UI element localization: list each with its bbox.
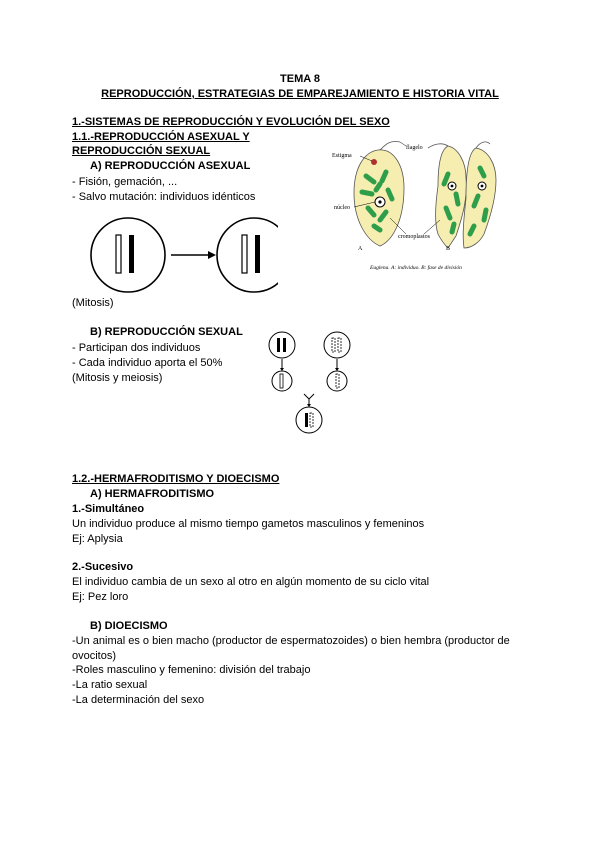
- simultaneo-example: Ej: Aplysia: [72, 533, 123, 545]
- sucesivo-title: 2.-Sucesivo: [72, 561, 134, 573]
- chromosome-outline: [242, 235, 247, 273]
- dioecismo-item: -La determinación del sexo: [72, 694, 205, 706]
- meiosis-diagram: [262, 328, 362, 440]
- eyespot: [371, 159, 377, 165]
- asexual-item: - Salvo mutación: individuos idénticos: [72, 191, 256, 203]
- dioecismo-item: -La ratio sexual: [72, 679, 148, 691]
- asexual-heading: A) REPRODUCCIÓN ASEXUAL: [90, 160, 251, 172]
- parent-cell-1: [269, 332, 295, 358]
- sucesivo-text: El individuo cambia de un sexo al otro en algún momento de su ciclo vital: [72, 576, 430, 588]
- sexual-item: (Mitosis y meiosis): [72, 372, 163, 384]
- dioecismo-text-line2: ovocitos): [72, 650, 117, 662]
- asexual-item: - Fisión, gemación, ...: [72, 176, 178, 188]
- label-b: B: [446, 246, 451, 252]
- section1-heading: 1.-SISTEMAS DE REPRODUCCIÓN Y EVOLUCIÓN DEL SEXO: [72, 116, 390, 128]
- mitosis-diagram: [88, 215, 278, 295]
- label-cromoplastos: cromoplastos: [398, 234, 430, 240]
- parent-cell: [91, 218, 165, 292]
- label-flagelo: flagelo: [406, 145, 423, 151]
- tema-number: TEMA 8: [280, 73, 320, 85]
- dioecismo-item: -Roles masculino y femenino: división del trabajo: [72, 664, 311, 676]
- section12-heading: 1.2.-HERMAFRODITISMO Y DIOECISMO: [72, 473, 280, 485]
- mitosis-label: (Mitosis): [72, 297, 114, 309]
- dioecismo-heading: B) DIOECISMO: [90, 620, 168, 632]
- section11-heading-line2: REPRODUCCIÓN SEXUAL: [72, 145, 211, 157]
- chromosome-filled: [129, 235, 134, 273]
- section11-heading-line1: 1.1.-REPRODUCCIÓN ASEXUAL Y: [72, 131, 250, 143]
- arrow-head: [208, 251, 216, 259]
- sexual-heading: B) REPRODUCCIÓN SEXUAL: [90, 326, 243, 338]
- sucesivo-example: Ej: Pez loro: [72, 591, 129, 603]
- hermafroditismo-heading: A) HERMAFRODITISMO: [90, 488, 215, 500]
- euglena-figure: [330, 138, 515, 278]
- label-estigma: Estigma: [332, 153, 352, 159]
- sexual-item: - Participan dos individuos: [72, 342, 201, 354]
- dioecismo-text-line1: -Un animal es o bien macho (productor de espermatozoides) o bien hembra (productor de: [72, 635, 510, 647]
- chromosome-outline: [116, 235, 121, 273]
- label-nucleo: núcleo: [334, 205, 350, 211]
- flagellum-a: [380, 141, 400, 150]
- parent-cell-2: [324, 332, 350, 358]
- document-title: REPRODUCCIÓN, ESTRATEGIAS DE EMPAREJAMIENTO E HISTORIA VITAL: [101, 88, 499, 100]
- figure-caption: Euglena. A: individuo. B: fase de división: [370, 265, 462, 271]
- simultaneo-title: 1.-Simultáneo: [72, 503, 145, 515]
- zygote: [296, 407, 322, 433]
- sexual-item: - Cada individuo aporta el 50%: [72, 357, 223, 369]
- simultaneo-text: Un individuo produce al mismo tiempo gametos masculinos y femeninos: [72, 518, 425, 530]
- chromosome-filled: [255, 235, 260, 273]
- label-a: A: [358, 246, 363, 252]
